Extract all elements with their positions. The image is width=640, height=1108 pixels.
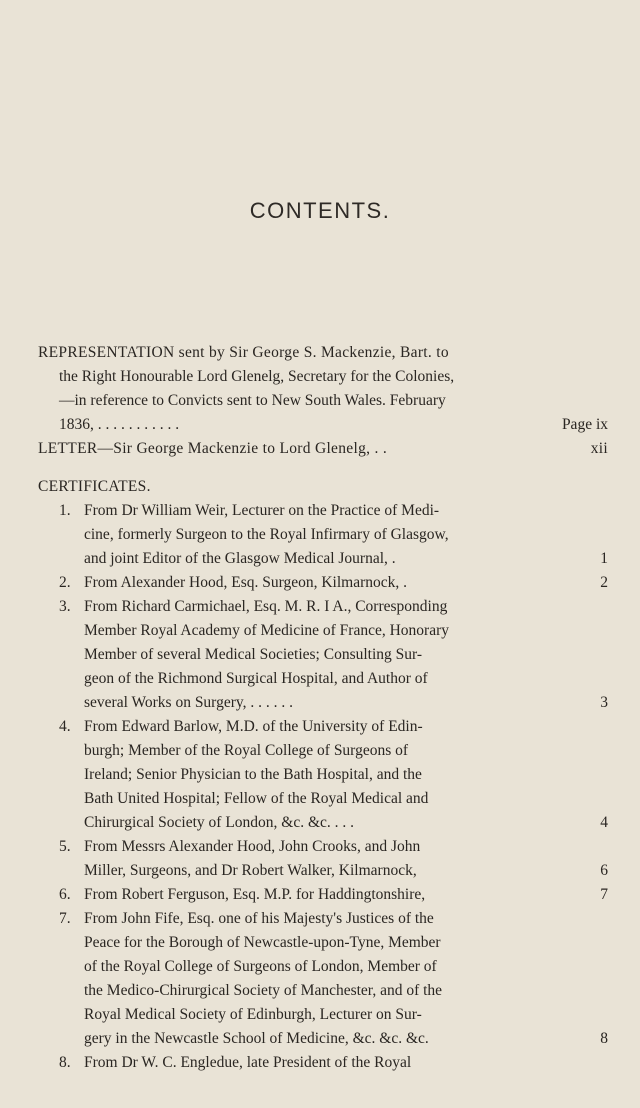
page-number: 7 bbox=[600, 886, 608, 903]
certificate-line-text: Member Royal Academy of Medicine of France, Honorary bbox=[84, 622, 449, 639]
certificate-line-text: From Robert Ferguson, Esq. M.P. for Haddingtonshire, bbox=[84, 886, 426, 903]
certificate-line-text: From Dr William Weir, Lecturer on the Practice of Medi- bbox=[84, 502, 440, 519]
certificate-line bbox=[38, 523, 608, 547]
certificate-line bbox=[38, 1051, 608, 1075]
page-number: 1 bbox=[600, 550, 608, 567]
certificate-number: 5. bbox=[59, 838, 71, 855]
representation-line bbox=[38, 413, 608, 437]
certificate-number: 4. bbox=[59, 718, 71, 735]
certificate-line bbox=[38, 1003, 608, 1027]
certificate-line bbox=[38, 955, 608, 979]
certificate-line-text: geon of the Richmond Surgical Hospital, and Author of bbox=[84, 670, 428, 687]
certificate-line bbox=[38, 931, 608, 955]
certificate-line-text: Ireland; Senior Physician to the Bath Hospital, and the bbox=[84, 766, 422, 783]
certificate-line bbox=[38, 667, 608, 691]
certificate-line-text: From Dr W. C. Engledue, late President of the Royal bbox=[84, 1054, 412, 1071]
representation-line-text: 1836, . . . . . . . . . . . bbox=[59, 416, 180, 433]
certificate-line-text: From Edward Barlow, M.D. of the University of Edin- bbox=[84, 718, 423, 735]
certificate-line bbox=[38, 883, 608, 907]
letter-entry bbox=[38, 437, 608, 461]
page-number: Page ix bbox=[561, 416, 608, 433]
certificate-number: 6. bbox=[59, 886, 71, 903]
certificate-line bbox=[38, 979, 608, 1003]
certificate-line bbox=[38, 1027, 608, 1051]
certificate-line bbox=[38, 907, 608, 931]
certificate-line-text: From Alexander Hood, Esq. Surgeon, Kilmarnock, . bbox=[84, 574, 408, 591]
certificate-line bbox=[38, 811, 608, 835]
certificate-line-text: Member of several Medical Societies; Consulting Sur- bbox=[84, 646, 423, 663]
certificate-line bbox=[38, 763, 608, 787]
certificates-section bbox=[38, 475, 608, 1075]
certificate-line bbox=[38, 787, 608, 811]
certificate-line bbox=[38, 619, 608, 643]
certificate-line bbox=[38, 643, 608, 667]
certificate-line-text: Miller, Surgeons, and Dr Robert Walker, Kilmarnock, bbox=[84, 862, 417, 879]
certificate-line-text: of the Royal College of Surgeons of London, Member of bbox=[84, 958, 437, 975]
certificate-line-text: and joint Editor of the Glasgow Medical Journal, . bbox=[84, 550, 396, 567]
page-number: 2 bbox=[600, 574, 608, 591]
certificate-line-text: From Richard Carmichael, Esq. M. R. I A., Corresponding bbox=[84, 598, 448, 615]
certificate-line-text: the Medico-Chirurgical Society of Manchester, and of the bbox=[84, 982, 443, 999]
representation-line: the Right Honourable Lord Glenelg, Secretary for the Colonies, bbox=[59, 368, 455, 385]
representation-entry bbox=[38, 341, 608, 437]
page-number: xii bbox=[590, 440, 608, 457]
certificate-number: 2. bbox=[59, 574, 71, 591]
certificate-number: 1. bbox=[59, 502, 71, 519]
certificate-line bbox=[38, 859, 608, 883]
certificate-line-text: From Messrs Alexander Hood, John Crooks, and John bbox=[84, 838, 421, 855]
certificate-line bbox=[38, 571, 608, 595]
certificate-line bbox=[38, 835, 608, 859]
page-number: 8 bbox=[600, 1030, 608, 1047]
certificate-line-text: burgh; Member of the Royal College of Surgeons of bbox=[84, 742, 409, 759]
letter-line bbox=[38, 437, 608, 461]
certificate-line bbox=[38, 499, 608, 523]
certificate-line-text: cine, formerly Surgeon to the Royal Infirmary of Glasgow, bbox=[84, 526, 449, 543]
letter-line-text: LETTER—Sir George Mackenzie to Lord Glenelg, . . bbox=[38, 440, 387, 457]
certificate-line bbox=[38, 691, 608, 715]
representation-line: —in reference to Convicts sent to New South Wales. February bbox=[59, 392, 446, 409]
certificate-line-text: gery in the Newcastle School of Medicine, &c. &c. &c. bbox=[84, 1030, 429, 1047]
certificate-number: 7. bbox=[59, 910, 71, 927]
page-number: 3 bbox=[600, 694, 608, 711]
page-number: 6 bbox=[600, 862, 608, 879]
certificate-line-text: Royal Medical Society of Edinburgh, Lecturer on Sur- bbox=[84, 1006, 422, 1023]
certificates-list bbox=[38, 499, 608, 1075]
certificate-line-text: Chirurgical Society of London, &c. &c. . . . bbox=[84, 814, 355, 831]
certificate-line bbox=[38, 715, 608, 739]
representation-line: REPRESENTATION sent by Sir George S. Mackenzie, Bart. to bbox=[38, 344, 449, 361]
page-number: 4 bbox=[600, 814, 608, 831]
certificate-number: 3. bbox=[59, 598, 71, 615]
certificate-line-text: From John Fife, Esq. one of his Majesty's Justices of the bbox=[84, 910, 434, 927]
certificate-line bbox=[38, 595, 608, 619]
certificate-number: 8. bbox=[59, 1054, 71, 1071]
certificate-line bbox=[38, 547, 608, 571]
page-title: CONTENTS. bbox=[249, 198, 391, 223]
certificate-line-text: Peace for the Borough of Newcastle-upon-Tyne, Member bbox=[84, 934, 441, 951]
certificate-line bbox=[38, 739, 608, 763]
certificate-line-text: Bath United Hospital; Fellow of the Royal Medical and bbox=[84, 790, 429, 807]
certificates-heading: CERTIFICATES. bbox=[38, 478, 151, 495]
certificate-line-text: several Works on Surgery, . . . . . . bbox=[84, 694, 293, 711]
